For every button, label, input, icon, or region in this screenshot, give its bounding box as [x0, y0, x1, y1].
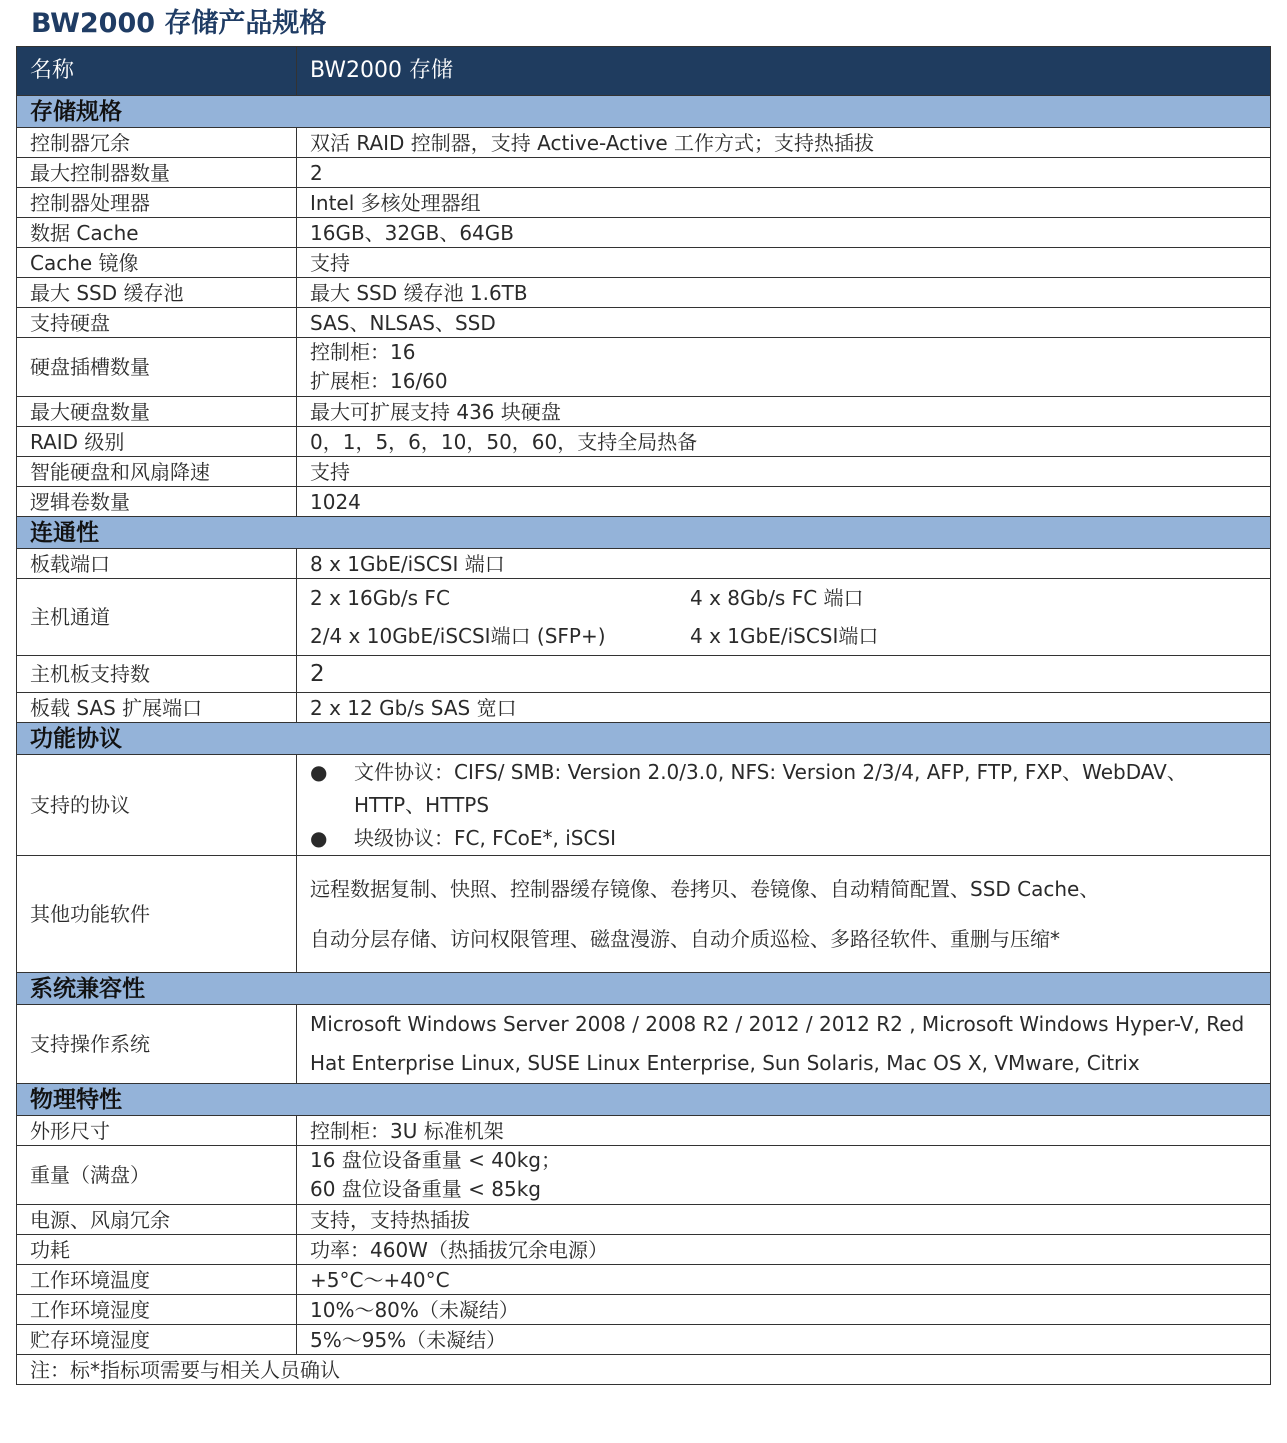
spec-value: 10%～80%（未凝结）	[297, 1295, 1271, 1325]
spec-key: 数据 Cache	[17, 218, 297, 248]
table-row	[17, 278, 1271, 308]
table-row	[17, 1116, 1271, 1146]
spec-key: 电源、风扇冗余	[17, 1205, 297, 1235]
spec-key: 工作环境温度	[17, 1265, 297, 1295]
table-row	[17, 1146, 1271, 1205]
spec-key: 主机板支持数	[17, 656, 297, 693]
section-title: 功能协议	[17, 723, 1271, 755]
header-product-cell: BW2000 存储	[297, 47, 1271, 96]
footnote: 注：标*指标项需要与相关人员确认	[17, 1355, 1271, 1385]
table-row	[17, 579, 1271, 656]
spec-value: 支持	[297, 457, 1271, 487]
spec-value: +5°C～+40°C	[297, 1265, 1271, 1295]
spec-value-line: Microsoft Windows Server 2008 / 2008 R2 / 2012 / 2012 R2 , Microsoft Windows Hyper-V, Red	[310, 1012, 1245, 1036]
table-row	[17, 427, 1271, 457]
table-row	[17, 397, 1271, 427]
table-row	[17, 755, 1271, 856]
spec-key: 控制器处理器	[17, 188, 297, 218]
spec-value: 最大 SSD 缓存池 1.6TB	[297, 278, 1271, 308]
spec-key: 逻辑卷数量	[17, 487, 297, 517]
spec-value: 1024	[297, 487, 1271, 517]
table-row	[17, 158, 1271, 188]
section-row-features	[17, 723, 1271, 755]
spec-key: 贮存环境湿度	[17, 1325, 297, 1355]
spec-key: 板载端口	[17, 549, 297, 579]
spec-key: 最大硬盘数量	[17, 397, 297, 427]
bullet-icon: ●	[310, 759, 328, 784]
spec-key: 重量（满盘）	[17, 1146, 297, 1205]
table-row	[17, 1325, 1271, 1355]
spec-value: 16GB、32GB、64GB	[297, 218, 1271, 248]
table-row	[17, 248, 1271, 278]
spec-value-line: 远程数据复制、快照、控制器缓存镜像、卷拷贝、卷镜像、自动精简配置、SSD Cache、	[310, 877, 1100, 901]
spec-key: Cache 镜像	[17, 248, 297, 278]
spec-value: 最大可扩展支持 436 块硬盘	[297, 397, 1271, 427]
note-row	[17, 1355, 1271, 1385]
spec-value: 8 x 1GbE/iSCSI 端口	[297, 549, 1271, 579]
table-row	[17, 308, 1271, 338]
section-title: 系统兼容性	[17, 973, 1271, 1005]
spec-value-line: 块级协议：FC, FCoE*, iSCSI	[354, 825, 617, 850]
spec-value: 5%～95%（未凝结）	[297, 1325, 1271, 1355]
section-row-storage	[17, 96, 1271, 128]
page-title: BW2000 存储产品规格	[31, 8, 327, 39]
spec-value-part: 4 x 8Gb/s FC 端口	[690, 586, 864, 610]
spec-value: 支持	[297, 248, 1271, 278]
spec-key: 支持操作系统	[17, 1005, 297, 1084]
table-row	[17, 1205, 1271, 1235]
spec-value-line: 16 盘位设备重量 < 40kg；	[310, 1148, 562, 1172]
spec-value-part: 2/4 x 10GbE/iSCSI端口 (SFP+)	[310, 624, 606, 648]
spec-value: Intel 多核处理器组	[297, 188, 1271, 218]
spec-value-line: 扩展柜：16/60	[310, 369, 448, 393]
spec-key: 工作环境湿度	[17, 1295, 297, 1325]
section-title: 连通性	[17, 517, 1271, 549]
spec-key: 最大控制器数量	[17, 158, 297, 188]
spec-value: 功率：460W（热插拔冗余电源）	[297, 1235, 1271, 1265]
header-name-cell: 名称	[17, 47, 297, 96]
spec-value-line: 自动分层存储、访问权限管理、磁盘漫游、自动介质巡检、多路径软件、重删与压缩*	[310, 927, 1060, 951]
section-row-compat	[17, 973, 1271, 1005]
spec-value	[297, 579, 1271, 656]
spec-value-part: 2 x 16Gb/s FC	[310, 586, 450, 610]
table-row	[17, 549, 1271, 579]
spec-value	[297, 1146, 1271, 1205]
spec-value-line: 控制柜：16	[310, 340, 416, 364]
spec-key: 外形尺寸	[17, 1116, 297, 1146]
spec-value-part: 4 x 1GbE/iSCSI端口	[690, 624, 879, 648]
table-row	[17, 128, 1271, 158]
spec-value	[297, 755, 1271, 856]
table-row	[17, 338, 1271, 397]
table-row	[17, 487, 1271, 517]
spec-value: 控制柜：3U 标准机架	[297, 1116, 1271, 1146]
spec-value: 2	[297, 158, 1271, 188]
section-title: 存储规格	[17, 96, 1271, 128]
spec-key: 控制器冗余	[17, 128, 297, 158]
spec-key: 最大 SSD 缓存池	[17, 278, 297, 308]
table-row	[17, 656, 1271, 693]
spec-key: 支持的协议	[17, 755, 297, 856]
table-row	[17, 856, 1271, 973]
spec-value: 2	[297, 656, 1271, 693]
spec-value: 双活 RAID 控制器，支持 Active-Active 工作方式；支持热插拔	[297, 128, 1271, 158]
table-row	[17, 218, 1271, 248]
spec-value-line: 60 盘位设备重量 < 85kg	[310, 1177, 542, 1201]
spec-key: 主机通道	[17, 579, 297, 656]
spec-value: 2 x 12 Gb/s SAS 宽口	[297, 693, 1271, 723]
table-header-row	[17, 47, 1271, 96]
spec-value	[297, 856, 1271, 973]
table-row	[17, 457, 1271, 487]
spec-key: 硬盘插槽数量	[17, 338, 297, 397]
spec-key: RAID 级别	[17, 427, 297, 457]
spec-value	[297, 1005, 1271, 1084]
spec-value	[297, 338, 1271, 397]
spec-key: 其他功能软件	[17, 856, 297, 973]
section-row-physical	[17, 1084, 1271, 1116]
section-title: 物理特性	[17, 1084, 1271, 1116]
spec-key: 支持硬盘	[17, 308, 297, 338]
bullet-icon: ●	[310, 825, 328, 850]
spec-key: 智能硬盘和风扇降速	[17, 457, 297, 487]
spec-value-line: 文件协议：CIFS/ SMB: Version 2.0/3.0, NFS: Version 2/3/4, AFP, FTP, FXP、WebDAV、HTTP、HTTPS	[354, 759, 1187, 817]
spec-value: SAS、NLSAS、SSD	[297, 308, 1271, 338]
spec-value-line: Hat Enterprise Linux, SUSE Linux Enterprise, Sun Solaris, Mac OS X, VMware, Citrix	[310, 1051, 1140, 1075]
spec-value: 0，1，5，6，10，50，60，支持全局热备	[297, 427, 1271, 457]
section-row-connectivity	[17, 517, 1271, 549]
table-row	[17, 1265, 1271, 1295]
table-row	[17, 188, 1271, 218]
table-row	[17, 1295, 1271, 1325]
spec-table	[16, 46, 1271, 1385]
spec-key: 板载 SAS 扩展端口	[17, 693, 297, 723]
spec-value: 支持，支持热插拔	[297, 1205, 1271, 1235]
table-row	[17, 1235, 1271, 1265]
table-row	[17, 693, 1271, 723]
spec-key: 功耗	[17, 1235, 297, 1265]
table-row	[17, 1005, 1271, 1084]
